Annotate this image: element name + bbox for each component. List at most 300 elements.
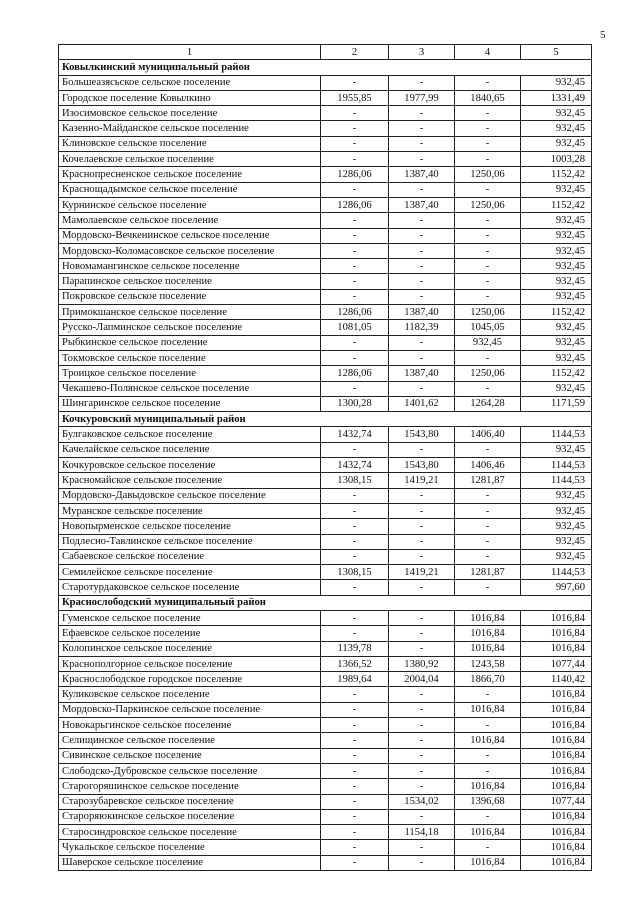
settlement-name: Кочелаевское сельское поселение [59, 152, 321, 167]
value-col-5: 1152,42 [521, 366, 592, 381]
table-row [59, 626, 592, 641]
settlement-name: Краснослободское городское поселение [59, 672, 321, 687]
value-col-3: - [389, 718, 455, 733]
value-col-3: - [389, 534, 455, 549]
value-col-5: 1016,84 [521, 855, 592, 870]
table-row [59, 641, 592, 656]
table-row [59, 182, 592, 197]
value-col-4: - [455, 213, 521, 228]
value-col-5: 1144,53 [521, 427, 592, 442]
table-row [59, 473, 592, 488]
settlement-name: Мордовско-Паркинское сельское поселение [59, 702, 321, 717]
table-row [59, 320, 592, 335]
settlement-name: Шингаринское сельское поселение [59, 396, 321, 411]
value-col-4: 1016,84 [455, 641, 521, 656]
value-col-3: - [389, 733, 455, 748]
value-col-5: 932,45 [521, 136, 592, 151]
value-col-4: - [455, 75, 521, 90]
value-col-5: 932,45 [521, 274, 592, 289]
value-col-4: - [455, 152, 521, 167]
value-col-5: 1016,84 [521, 748, 592, 763]
table-row [59, 733, 592, 748]
value-col-2: 1366,52 [321, 656, 389, 671]
settlement-name: Курнинское сельское поселение [59, 197, 321, 212]
value-col-3: - [389, 75, 455, 90]
value-col-3: 1154,18 [389, 825, 455, 840]
value-col-4: 1016,84 [455, 733, 521, 748]
value-col-3: - [389, 687, 455, 702]
district-name: Краснослободский муниципальный район [59, 595, 592, 610]
value-col-5: 1016,84 [521, 840, 592, 855]
value-col-2: 1139,78 [321, 641, 389, 656]
settlement-name: Городское поселение Ковылкино [59, 90, 321, 105]
settlement-name: Сивинское сельское поселение [59, 748, 321, 763]
value-col-4: 1840,65 [455, 90, 521, 105]
value-col-5: 1016,84 [521, 733, 592, 748]
settlement-name: Парапинское сельское поселение [59, 274, 321, 289]
value-col-3: - [389, 243, 455, 258]
value-col-3: - [389, 580, 455, 595]
value-col-2: - [321, 626, 389, 641]
value-col-3: - [389, 840, 455, 855]
value-col-4: - [455, 748, 521, 763]
district-section-row [59, 60, 592, 75]
value-col-5: 932,45 [521, 243, 592, 258]
value-col-4: - [455, 121, 521, 136]
value-col-4: - [455, 503, 521, 518]
value-col-4: - [455, 136, 521, 151]
value-col-5: 1331,49 [521, 90, 592, 105]
table-row [59, 228, 592, 243]
table-row [59, 274, 592, 289]
value-col-3: - [389, 503, 455, 518]
table-row [59, 90, 592, 105]
value-col-5: 1016,84 [521, 779, 592, 794]
value-col-3: - [389, 442, 455, 457]
table-row [59, 825, 592, 840]
settlement-name: Булгаковское сельское поселение [59, 427, 321, 442]
value-col-2: - [321, 213, 389, 228]
value-col-2: 1286,06 [321, 167, 389, 182]
value-col-3: - [389, 274, 455, 289]
value-col-4: - [455, 350, 521, 365]
value-col-5: 932,45 [521, 488, 592, 503]
settlement-name: Старозубаревское сельское поселение [59, 794, 321, 809]
value-col-2: 1081,05 [321, 320, 389, 335]
value-col-3: - [389, 289, 455, 304]
value-col-3: - [389, 350, 455, 365]
value-col-5: 1152,42 [521, 305, 592, 320]
value-col-4: - [455, 381, 521, 396]
value-col-4: - [455, 687, 521, 702]
value-col-5: 932,45 [521, 213, 592, 228]
value-col-4: - [455, 228, 521, 243]
value-col-4: 1406,40 [455, 427, 521, 442]
table-row [59, 565, 592, 580]
value-col-3: - [389, 641, 455, 656]
value-col-4: 1250,06 [455, 197, 521, 212]
settlement-name: Селищинское сельское поселение [59, 733, 321, 748]
value-col-2: - [321, 748, 389, 763]
table-row [59, 197, 592, 212]
settlement-name: Рыбкинское сельское поселение [59, 335, 321, 350]
settlement-name: Слободско-Дубровское сельское поселение [59, 763, 321, 778]
table-row [59, 718, 592, 733]
settlement-name: Красномайское сельское поселение [59, 473, 321, 488]
table-row [59, 289, 592, 304]
value-col-2: 1432,74 [321, 427, 389, 442]
value-col-4: 1264,28 [455, 396, 521, 411]
table-row [59, 748, 592, 763]
value-col-3: - [389, 121, 455, 136]
value-col-4: - [455, 718, 521, 733]
value-col-3: - [389, 748, 455, 763]
value-col-5: 1144,53 [521, 458, 592, 473]
table-row [59, 381, 592, 396]
value-col-4: - [455, 289, 521, 304]
value-col-3: - [389, 152, 455, 167]
table-row [59, 427, 592, 442]
settlement-name: Новокарьгинское сельское поселение [59, 718, 321, 733]
settlement-name: Подлесно-Тавлинское сельское поселение [59, 534, 321, 549]
settlement-name: Чекашево-Полянское сельское поселение [59, 381, 321, 396]
value-col-2: - [321, 825, 389, 840]
value-col-2: - [321, 809, 389, 824]
table-row [59, 580, 592, 595]
value-col-2: - [321, 534, 389, 549]
table-row [59, 335, 592, 350]
value-col-4: - [455, 809, 521, 824]
table-row [59, 779, 592, 794]
value-col-2: - [321, 503, 389, 518]
value-col-5: 932,45 [521, 503, 592, 518]
value-col-3: - [389, 228, 455, 243]
value-col-5: 932,45 [521, 182, 592, 197]
settlement-name: Мамолаевское сельское поселение [59, 213, 321, 228]
value-col-4: - [455, 519, 521, 534]
value-col-2: - [321, 855, 389, 870]
value-col-2: - [321, 763, 389, 778]
table-row [59, 243, 592, 258]
value-col-3: - [389, 335, 455, 350]
value-col-4: 1016,84 [455, 610, 521, 625]
table-row [59, 809, 592, 824]
settlement-name: Примокшанское сельское поселение [59, 305, 321, 320]
value-col-3: - [389, 488, 455, 503]
value-col-2: - [321, 519, 389, 534]
value-col-3: - [389, 519, 455, 534]
value-col-5: 1171,59 [521, 396, 592, 411]
value-col-2: - [321, 381, 389, 396]
value-col-2: - [321, 274, 389, 289]
table-row [59, 396, 592, 411]
value-col-5: 1016,84 [521, 825, 592, 840]
value-col-4: 1281,87 [455, 473, 521, 488]
column-header: 3 [389, 45, 455, 60]
table-row [59, 687, 592, 702]
value-col-5: 1152,42 [521, 167, 592, 182]
value-col-5: 932,45 [521, 534, 592, 549]
value-col-2: - [321, 259, 389, 274]
table-row [59, 167, 592, 182]
settlement-name: Гуменское сельское поселение [59, 610, 321, 625]
table-row [59, 534, 592, 549]
value-col-3: - [389, 809, 455, 824]
value-col-5: 1016,84 [521, 718, 592, 733]
value-col-5: 932,45 [521, 121, 592, 136]
table-row [59, 656, 592, 671]
value-col-4: 1406,46 [455, 458, 521, 473]
settlement-name: Семилейское сельское поселение [59, 565, 321, 580]
value-col-4: 1250,06 [455, 167, 521, 182]
value-col-5: 1016,84 [521, 687, 592, 702]
value-col-3: - [389, 763, 455, 778]
value-col-2: - [321, 152, 389, 167]
settlement-name: Новомамангинское сельское поселение [59, 259, 321, 274]
district-section-row [59, 412, 592, 427]
table-row [59, 136, 592, 151]
value-col-3: - [389, 549, 455, 564]
table-row [59, 610, 592, 625]
value-col-4: - [455, 442, 521, 457]
value-col-2: 1286,06 [321, 197, 389, 212]
table-row [59, 458, 592, 473]
district-name: Ковылкинский муниципальный район [59, 60, 592, 75]
value-col-5: 1016,84 [521, 626, 592, 641]
value-col-2: - [321, 687, 389, 702]
value-col-5: 1016,84 [521, 702, 592, 717]
column-header: 5 [521, 45, 592, 60]
settlement-name: Шаверское сельское поселение [59, 855, 321, 870]
value-col-4: - [455, 549, 521, 564]
value-col-2: - [321, 610, 389, 625]
value-col-3: - [389, 381, 455, 396]
settlement-name: Муранское сельское поселение [59, 503, 321, 518]
tariff-table [58, 44, 592, 871]
value-col-5: 932,45 [521, 335, 592, 350]
value-col-3: 1387,40 [389, 305, 455, 320]
value-col-5: 1016,84 [521, 809, 592, 824]
table-row [59, 152, 592, 167]
settlement-name: Старогоряшинское сельское поселение [59, 779, 321, 794]
settlement-name: Токмовское сельское поселение [59, 350, 321, 365]
value-col-3: - [389, 702, 455, 717]
value-col-5: 932,45 [521, 350, 592, 365]
value-col-3: - [389, 855, 455, 870]
table-row [59, 305, 592, 320]
value-col-4: - [455, 534, 521, 549]
value-col-2: - [321, 779, 389, 794]
value-col-4: 1243,58 [455, 656, 521, 671]
value-col-5: 932,45 [521, 289, 592, 304]
table-row [59, 855, 592, 870]
value-col-5: 1077,44 [521, 794, 592, 809]
column-header: 4 [455, 45, 521, 60]
table-row [59, 519, 592, 534]
value-col-4: 1016,84 [455, 825, 521, 840]
value-col-2: 1300,28 [321, 396, 389, 411]
table-row [59, 106, 592, 121]
value-col-3: 1543,80 [389, 427, 455, 442]
value-col-3: - [389, 136, 455, 151]
value-col-3: 1419,21 [389, 565, 455, 580]
table-row [59, 702, 592, 717]
value-col-4: 1396,68 [455, 794, 521, 809]
settlement-name: Изосимовское сельское поселение [59, 106, 321, 121]
value-col-5: 1016,84 [521, 610, 592, 625]
value-col-4: 932,45 [455, 335, 521, 350]
settlement-name: Краснопресненское сельское поселение [59, 167, 321, 182]
value-col-3: 1182,39 [389, 320, 455, 335]
value-col-4: - [455, 580, 521, 595]
value-col-3: 1380,92 [389, 656, 455, 671]
value-col-3: - [389, 259, 455, 274]
value-col-3: 1387,40 [389, 366, 455, 381]
value-col-2: - [321, 243, 389, 258]
table-row [59, 488, 592, 503]
value-col-3: 2004,04 [389, 672, 455, 687]
value-col-2: - [321, 794, 389, 809]
value-col-2: 1286,06 [321, 305, 389, 320]
value-col-5: 1077,44 [521, 656, 592, 671]
value-col-2: - [321, 136, 389, 151]
value-col-4: 1866,70 [455, 672, 521, 687]
settlement-name: Колопинское сельское поселение [59, 641, 321, 656]
column-header: 1 [59, 45, 321, 60]
value-col-4: 1045,05 [455, 320, 521, 335]
value-col-3: 1387,40 [389, 197, 455, 212]
value-col-5: 932,45 [521, 259, 592, 274]
settlement-name: Мордовско-Давыдовское сельское поселение [59, 488, 321, 503]
value-col-2: - [321, 580, 389, 595]
value-col-5: 1003,28 [521, 152, 592, 167]
page-number: 5 [600, 29, 606, 41]
table-row [59, 350, 592, 365]
district-name: Кочкуровский муниципальный район [59, 412, 592, 427]
settlement-name: Покровское сельское поселение [59, 289, 321, 304]
table-row [59, 366, 592, 381]
value-col-2: - [321, 840, 389, 855]
value-col-3: 1977,99 [389, 90, 455, 105]
value-col-2: - [321, 75, 389, 90]
value-col-2: - [321, 488, 389, 503]
value-col-2: 1308,15 [321, 473, 389, 488]
settlement-name: Мордовско-Коломасовское сельское поселение [59, 243, 321, 258]
value-col-3: 1419,21 [389, 473, 455, 488]
value-col-3: - [389, 106, 455, 121]
value-col-4: - [455, 106, 521, 121]
settlement-name: Ефаевское сельское поселение [59, 626, 321, 641]
value-col-4: - [455, 259, 521, 274]
value-col-4: - [455, 274, 521, 289]
table-row [59, 259, 592, 274]
value-col-4: 1016,84 [455, 626, 521, 641]
value-col-2: - [321, 350, 389, 365]
settlement-name: Троицкое сельское поселение [59, 366, 321, 381]
settlement-name: Казенно-Майданское сельское поселение [59, 121, 321, 136]
settlement-name: Сабаевское сельское поселение [59, 549, 321, 564]
settlement-name: Кочкуровское сельское поселение [59, 458, 321, 473]
value-col-4: - [455, 243, 521, 258]
settlement-name: Краснополгорное сельское поселение [59, 656, 321, 671]
value-col-3: 1387,40 [389, 167, 455, 182]
value-col-3: - [389, 213, 455, 228]
settlement-name: Качелайское сельское поселение [59, 442, 321, 457]
settlement-name: Клиновское сельское поселение [59, 136, 321, 151]
value-col-5: 932,45 [521, 106, 592, 121]
value-col-5: 932,45 [521, 549, 592, 564]
table-row [59, 442, 592, 457]
settlement-name: Старосиндровское сельское поселение [59, 825, 321, 840]
value-col-4: 1250,06 [455, 305, 521, 320]
value-col-2: - [321, 335, 389, 350]
value-col-4: - [455, 763, 521, 778]
value-col-4: - [455, 182, 521, 197]
settlement-name: Куликовское сельское поселение [59, 687, 321, 702]
value-col-2: - [321, 289, 389, 304]
value-col-5: 932,45 [521, 228, 592, 243]
value-col-5: 1016,84 [521, 641, 592, 656]
value-col-5: 932,45 [521, 442, 592, 457]
value-col-3: - [389, 610, 455, 625]
value-col-2: 1955,85 [321, 90, 389, 105]
value-col-2: 1989,64 [321, 672, 389, 687]
table-row [59, 503, 592, 518]
value-col-2: - [321, 106, 389, 121]
settlement-name: Краснощадымское сельское поселение [59, 182, 321, 197]
settlement-name: Русско-Лапминское сельское поселение [59, 320, 321, 335]
value-col-2: 1308,15 [321, 565, 389, 580]
table-row [59, 549, 592, 564]
table-row [59, 121, 592, 136]
table-row [59, 672, 592, 687]
settlement-name: Большеазясьское сельское поселение [59, 75, 321, 90]
value-col-5: 1144,53 [521, 473, 592, 488]
settlement-name: Старотурдаковское сельское поселение [59, 580, 321, 595]
value-col-3: - [389, 626, 455, 641]
value-col-5: 1144,53 [521, 565, 592, 580]
value-col-4: - [455, 840, 521, 855]
value-col-5: 1140,42 [521, 672, 592, 687]
settlement-name: Новопырменское сельское поселение [59, 519, 321, 534]
value-col-2: - [321, 442, 389, 457]
value-col-4: 1016,84 [455, 702, 521, 717]
value-col-2: 1432,74 [321, 458, 389, 473]
value-col-4: 1250,06 [455, 366, 521, 381]
value-col-5: 932,45 [521, 75, 592, 90]
table-row [59, 840, 592, 855]
value-col-4: 1016,84 [455, 779, 521, 794]
value-col-2: - [321, 549, 389, 564]
table-row [59, 794, 592, 809]
value-col-2: - [321, 702, 389, 717]
value-col-3: 1534,02 [389, 794, 455, 809]
settlement-name: Староряюкинское сельское поселение [59, 809, 321, 824]
value-col-2: - [321, 182, 389, 197]
value-col-4: 1281,87 [455, 565, 521, 580]
value-col-2: - [321, 733, 389, 748]
value-col-3: - [389, 779, 455, 794]
value-col-3: 1401,62 [389, 396, 455, 411]
table-row [59, 763, 592, 778]
district-section-row [59, 595, 592, 610]
settlement-name: Мордовско-Вечкенинское сельское поселение [59, 228, 321, 243]
value-col-5: 932,45 [521, 320, 592, 335]
value-col-5: 932,45 [521, 519, 592, 534]
value-col-4: 1016,84 [455, 855, 521, 870]
settlement-name: Чукальское сельское поселение [59, 840, 321, 855]
column-header: 2 [321, 45, 389, 60]
